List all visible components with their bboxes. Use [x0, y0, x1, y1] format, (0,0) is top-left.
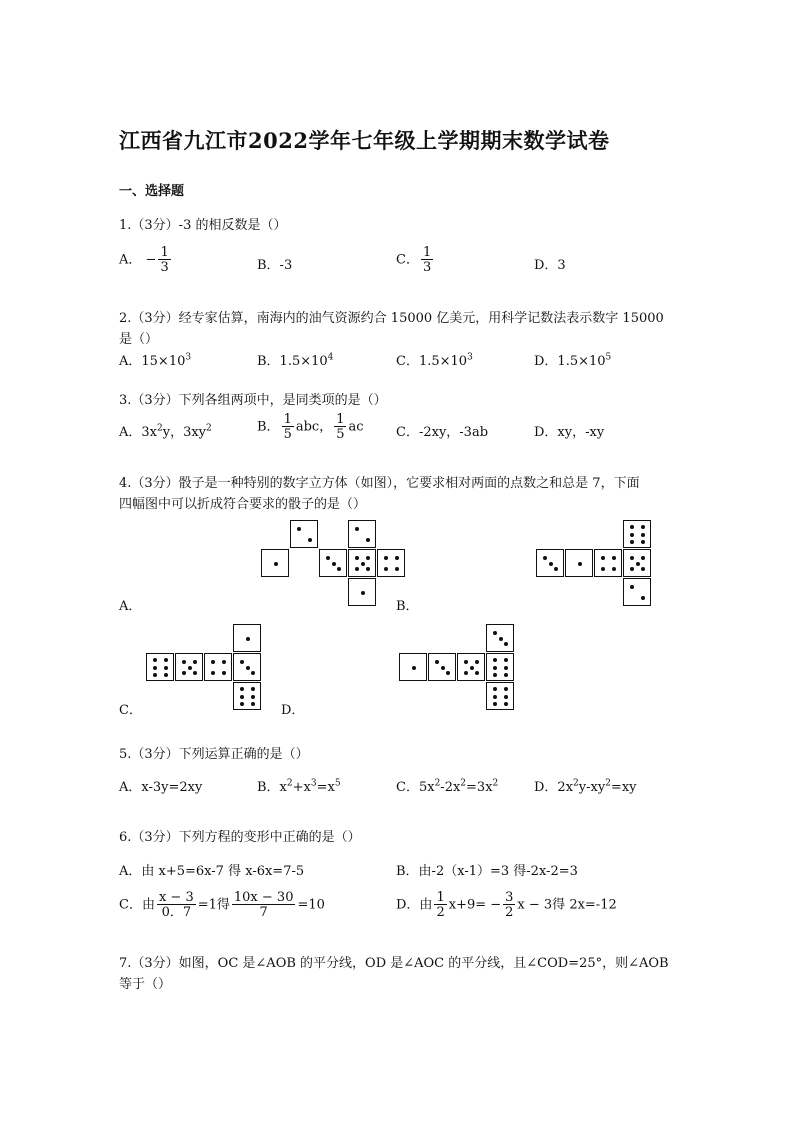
dice-face-4 — [594, 549, 622, 577]
q2-option-d — [534, 350, 611, 369]
exponent: 2 — [460, 778, 467, 789]
pip-dot — [578, 562, 582, 566]
pip-dot — [641, 556, 645, 560]
option-label: C．由 — [119, 897, 155, 913]
pip-dot — [384, 556, 388, 560]
q6-option-c — [119, 891, 325, 919]
q6-option-b: B．由-2（x-1）=3 得-2x-2=3 — [396, 864, 578, 879]
dice-face-4 — [204, 653, 232, 681]
pip-dot — [395, 556, 399, 560]
q2-option-a — [119, 350, 191, 369]
minus-sign: − — [145, 252, 157, 268]
dice-face-5 — [175, 653, 203, 681]
pip-dot — [222, 671, 226, 675]
option-text: B．1.5×10 — [257, 354, 328, 369]
question-7-stem-line1: 7.（3分）如图，OC 是∠AOB 的平分线，OD 是∠AOC 的平分线，且∠COD=25°，则∠AOB — [119, 956, 669, 971]
dice-face-5 — [348, 549, 376, 577]
numerator: 1 — [336, 412, 345, 427]
pip-dot — [153, 658, 157, 662]
dice-face-6 — [146, 653, 174, 681]
q3-option-c: C．-2xy，-3ab — [396, 425, 489, 440]
pip-dot — [493, 666, 497, 670]
dice-face-6 — [233, 682, 261, 710]
q4-option-b-label: B． — [396, 599, 419, 614]
numerator: 1 — [436, 890, 445, 905]
pip-dot — [504, 666, 508, 670]
exponent: 2 — [492, 778, 499, 789]
exponent: 3 — [310, 778, 317, 789]
option-label: A． — [119, 252, 142, 268]
term: =10 — [297, 897, 325, 913]
pip-dot — [366, 556, 370, 560]
pip-dot — [308, 538, 312, 542]
q5-option-c — [396, 776, 498, 795]
dice-face-4 — [377, 549, 405, 577]
pip-dot — [222, 660, 226, 664]
option-text: +x — [292, 780, 311, 795]
fraction — [434, 891, 446, 919]
pip-dot — [297, 527, 301, 531]
denominator: 5 — [283, 427, 292, 442]
pip-dot — [612, 567, 616, 571]
pip-dot — [630, 525, 634, 529]
q5-option-b — [257, 776, 341, 795]
option-text: D．2x — [534, 780, 574, 795]
option-text: =3x — [466, 780, 493, 795]
term: x − 3得 2x=-12 — [517, 897, 617, 913]
pip-dot — [251, 695, 255, 699]
pip-dot — [493, 631, 497, 635]
pip-dot — [355, 556, 359, 560]
pip-dot — [641, 540, 645, 544]
term: =1得 — [197, 897, 230, 913]
question-1-stem: 1.（3分）-3 的相反数是（） — [119, 218, 287, 233]
q2-option-b — [257, 350, 333, 369]
pip-dot — [641, 525, 645, 529]
dice-face-6 — [486, 653, 514, 681]
question-2-stem-line1: 2.（3分）经专家估算，南海内的油气资源约合 15000 亿美元，用科学记数法表示数字 15000 — [119, 311, 664, 326]
pip-dot — [361, 562, 365, 566]
pip-dot — [412, 666, 416, 670]
page-title: 江西省九江市2022学年七年级上学期期末数学试卷 — [119, 128, 610, 153]
question-5-stem: 5.（3分）下列运算正确的是（） — [119, 747, 309, 762]
fraction — [334, 413, 346, 441]
exponent: 2 — [206, 423, 212, 434]
fraction — [158, 246, 170, 274]
pip-dot — [337, 567, 341, 571]
dice-face-2 — [348, 520, 376, 548]
dice-face-1 — [348, 578, 376, 606]
q4-option-c-label: C． — [119, 703, 142, 718]
dice-face-3 — [486, 624, 514, 652]
section-heading: 一、选择题 — [119, 184, 185, 199]
q6-option-a: A．由 x+5=6x-7 得 x-6x=7-5 — [119, 864, 305, 879]
dice-face-5 — [457, 653, 485, 681]
denominator: 5 — [336, 427, 345, 442]
q3-option-a — [119, 421, 212, 440]
q4-option-d-label: D． — [281, 703, 305, 718]
question-4-stem-line1: 4.（3分）骰子是一种特别的数字立方体（如图），它要求相对两面的点数之和总是 7，下面 — [119, 476, 640, 491]
pip-dot — [493, 673, 497, 677]
denominator: 2 — [436, 905, 445, 920]
pip-dot — [188, 666, 192, 670]
q2-option-c — [396, 350, 473, 369]
pip-dot — [475, 660, 479, 664]
fraction — [282, 413, 294, 441]
option-text: =x — [316, 780, 335, 795]
dice-face-5 — [623, 549, 651, 577]
pip-dot — [384, 567, 388, 571]
pip-dot — [493, 695, 497, 699]
pip-dot — [182, 671, 186, 675]
pip-dot — [504, 702, 508, 706]
pip-dot — [630, 540, 634, 544]
dice-face-3 — [233, 653, 261, 681]
question-2-stem-line2: 是（） — [119, 332, 159, 347]
pip-dot — [504, 673, 508, 677]
pip-dot — [470, 666, 474, 670]
dice-face-3 — [428, 653, 456, 681]
pip-dot — [493, 658, 497, 662]
pip-dot — [211, 660, 215, 664]
question-6-stem: 6.（3分）下列方程的变形中正确的是（） — [119, 830, 361, 845]
denominator: 0．7 — [161, 905, 192, 920]
q1-option-a — [119, 246, 173, 274]
exponent: 2 — [286, 778, 293, 789]
pip-dot — [193, 671, 197, 675]
question-3-stem: 3.（3分）下列各组两项中，是同类项的是（） — [119, 393, 387, 408]
pip-dot — [193, 660, 197, 664]
pip-dot — [441, 666, 445, 670]
pip-dot — [493, 702, 497, 706]
pip-dot — [332, 562, 336, 566]
q5-option-a: A．x-3y=2xy — [119, 780, 203, 795]
q3-option-b — [257, 413, 364, 441]
pip-dot — [246, 637, 250, 641]
pip-dot — [630, 533, 634, 537]
denominator: 7 — [259, 905, 268, 920]
pip-dot — [464, 671, 468, 675]
option-label: D．由 — [396, 897, 433, 913]
pip-dot — [251, 671, 255, 675]
option-text: C．1.5×10 — [396, 354, 468, 369]
dice-face-2 — [623, 578, 651, 606]
pip-dot — [251, 687, 255, 691]
q1-option-b: B．-3 — [257, 258, 293, 273]
pip-dot — [601, 567, 605, 571]
pip-dot — [504, 687, 508, 691]
numerator: 1 — [422, 245, 432, 260]
pip-dot — [240, 687, 244, 691]
exponent: 2 — [157, 423, 163, 434]
fraction — [232, 891, 296, 919]
pip-dot — [636, 562, 640, 566]
dice-face-3 — [536, 549, 564, 577]
q4-option-a-label: A． — [119, 599, 142, 614]
option-text: C．5x — [396, 780, 435, 795]
fraction — [503, 891, 515, 919]
pip-dot — [630, 556, 634, 560]
pip-dot — [153, 666, 157, 670]
exponent: 5 — [334, 778, 341, 789]
fraction — [421, 246, 433, 274]
option-text: A．3x — [119, 425, 157, 440]
pip-dot — [211, 671, 215, 675]
pip-dot — [355, 527, 359, 531]
exponent: 3 — [185, 352, 192, 363]
pip-dot — [251, 702, 255, 706]
pip-dot — [355, 567, 359, 571]
dice-face-1 — [261, 549, 289, 577]
pip-dot — [641, 596, 645, 600]
option-text: y，3xy — [162, 425, 207, 440]
pip-dot — [475, 671, 479, 675]
pip-dot — [366, 567, 370, 571]
exponent: 2 — [434, 778, 441, 789]
option-text: B．x — [257, 780, 287, 795]
question-7-stem-line2: 等于（） — [119, 977, 172, 992]
pip-dot — [543, 556, 547, 560]
term: ac — [348, 419, 364, 435]
pip-dot — [164, 666, 168, 670]
numerator: 1 — [283, 412, 292, 427]
pip-dot — [641, 533, 645, 537]
exponent: 3 — [467, 352, 473, 363]
q1-option-c — [396, 246, 435, 274]
option-text: -2x — [440, 780, 461, 795]
numerator: x − 3 — [158, 890, 194, 905]
pip-dot — [464, 660, 468, 664]
pip-dot — [395, 567, 399, 571]
term: abc， — [295, 419, 333, 435]
q1-option-d: D．3 — [534, 258, 566, 273]
dice-face-1 — [565, 549, 593, 577]
numerator: 1 — [160, 245, 169, 260]
pip-dot — [435, 660, 439, 664]
pip-dot — [549, 562, 553, 566]
pip-dot — [153, 673, 157, 677]
option-text: =xy — [610, 780, 637, 795]
q6-option-d — [396, 891, 617, 919]
pip-dot — [504, 695, 508, 699]
option-label: B． — [257, 419, 280, 435]
exponent: 2 — [605, 778, 611, 789]
pip-dot — [504, 658, 508, 662]
pip-dot — [240, 660, 244, 664]
pip-dot — [446, 671, 450, 675]
pip-dot — [366, 538, 370, 542]
pip-dot — [182, 660, 186, 664]
pip-dot — [164, 658, 168, 662]
denominator: 3 — [422, 260, 432, 275]
numerator: 10x − 30 — [233, 890, 294, 905]
pip-dot — [493, 687, 497, 691]
denominator: 2 — [505, 905, 514, 920]
denominator: 3 — [160, 260, 169, 275]
pip-dot — [326, 556, 330, 560]
term: x+9= − — [448, 897, 502, 913]
dice-face-1 — [399, 653, 427, 681]
pip-dot — [240, 702, 244, 706]
option-text: y-xy — [578, 780, 606, 795]
question-4-stem-line2: 四幅图中可以折成符合要求的骰子的是（） — [119, 497, 367, 512]
dice-face-1 — [233, 624, 261, 652]
exponent: 5 — [605, 352, 612, 363]
pip-dot — [601, 556, 605, 560]
q5-option-d — [534, 776, 637, 795]
dice-face-6 — [623, 520, 651, 548]
fraction — [157, 891, 196, 919]
pip-dot — [240, 695, 244, 699]
pip-dot — [504, 642, 508, 646]
pip-dot — [630, 567, 634, 571]
pip-dot — [630, 585, 634, 589]
pip-dot — [361, 591, 365, 595]
pip-dot — [246, 666, 250, 670]
dice-face-6 — [486, 682, 514, 710]
dice-face-3 — [319, 549, 347, 577]
pip-dot — [499, 637, 503, 641]
pip-dot — [554, 567, 558, 571]
exponent: 2 — [573, 778, 579, 789]
option-label: C． — [396, 252, 419, 268]
pip-dot — [641, 567, 645, 571]
q3-option-d: D．xy，-xy — [534, 425, 605, 440]
pip-dot — [612, 556, 616, 560]
option-text: A．15×10 — [119, 354, 186, 369]
pip-dot — [274, 562, 278, 566]
pip-dot — [164, 673, 168, 677]
option-text: D．1.5×10 — [534, 354, 606, 369]
exponent: 4 — [327, 352, 334, 363]
numerator: 3 — [505, 890, 514, 905]
dice-face-2 — [290, 520, 318, 548]
